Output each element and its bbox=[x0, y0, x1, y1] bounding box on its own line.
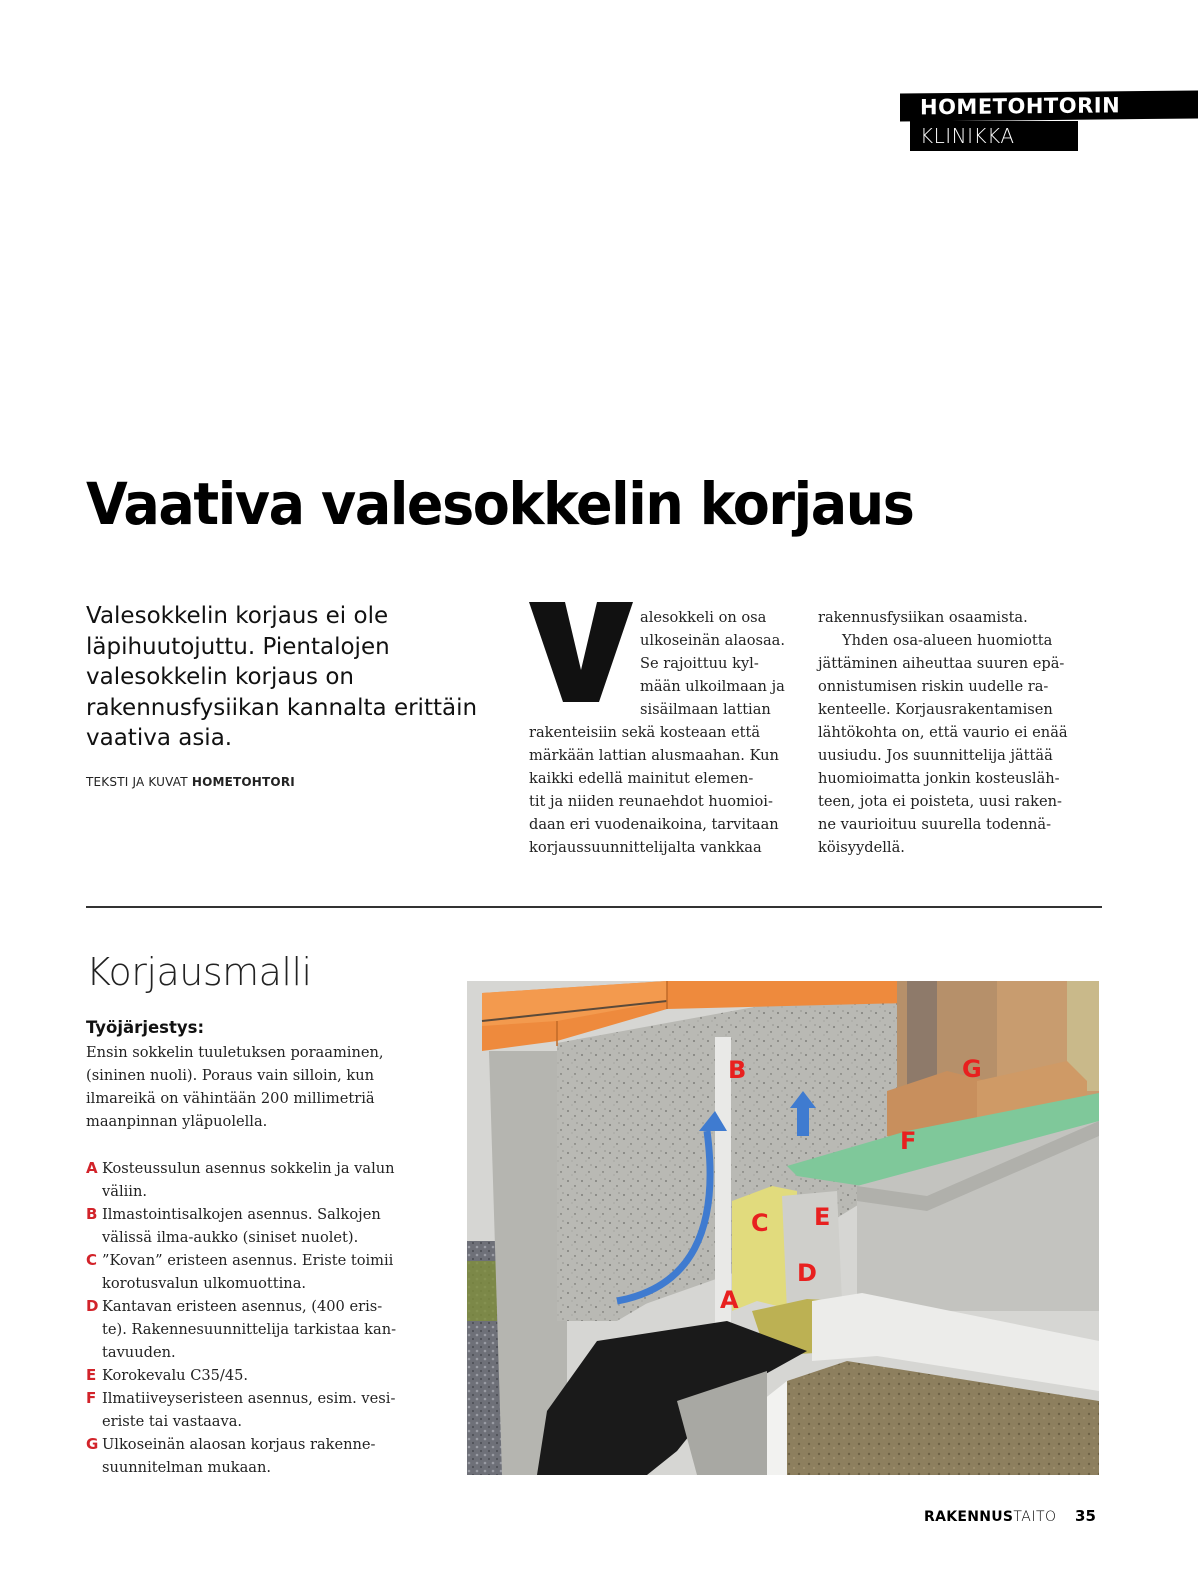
steps-intro bbox=[86, 1041, 426, 1133]
step-letter: A bbox=[86, 1159, 98, 1177]
magazine-name-bold: RAKENNUS bbox=[924, 1509, 1014, 1525]
foundation-illustration bbox=[467, 981, 1099, 1475]
article-lead: Valesokkelin korjaus ei ole läpihuutojuttu. Pientalojen valesokkelin korjaus on rakennusfysiikan kannalta erittäin vaativa asia. bbox=[86, 603, 478, 751]
body-line: ne vaurioituu suurella todennä- bbox=[818, 816, 1052, 833]
body-line: Se rajoittuu kyl- bbox=[640, 655, 759, 672]
body-column-1-top bbox=[640, 606, 800, 721]
byline-author: HOMETOHTORI bbox=[191, 775, 295, 789]
body-line: daan eri vuodenaikoina, tarvitaan bbox=[529, 816, 779, 833]
body-line: lähtökohta on, että vaurio ei enää bbox=[818, 724, 1068, 741]
step-item-a bbox=[86, 1157, 426, 1203]
step-text: Kantavan eristeen asennus, (400 eris- bbox=[102, 1298, 383, 1315]
page-number: 35 bbox=[1075, 1507, 1096, 1525]
body-line: ulkoseinän alaosaa. bbox=[640, 632, 786, 649]
byline-prefix: TEKSTI JA KUVAT bbox=[86, 775, 188, 789]
step-text: korotusvalun ulkomuottina. bbox=[102, 1275, 307, 1292]
figure-label-e: E bbox=[814, 1203, 831, 1231]
intro-line: maanpinnan yläpuolella. bbox=[86, 1113, 268, 1130]
figure-label-g: G bbox=[962, 1055, 982, 1083]
magazine-name-light: TAITO bbox=[1013, 1509, 1057, 1525]
steps-heading: Työjärjestys: bbox=[86, 1018, 205, 1037]
step-text: väliin. bbox=[102, 1183, 147, 1200]
body-line: rakenteisiin sekä kosteaan että bbox=[529, 724, 761, 741]
body-line: teen, jota ei poisteta, uusi raken- bbox=[818, 793, 1062, 810]
body-line: köisyydellä. bbox=[818, 839, 905, 856]
step-text: välissä ilma-aukko (siniset nuolet). bbox=[102, 1229, 359, 1246]
drop-cap bbox=[529, 598, 633, 706]
body-line: märkään lattian alusmaahan. Kun bbox=[529, 747, 779, 764]
section-title: Korjausmalli bbox=[86, 950, 312, 994]
step-text: te). Rakennesuunnittelija tarkistaa kan- bbox=[102, 1321, 397, 1338]
step-text: Ulkoseinän alaosan korjaus rakenne- bbox=[102, 1436, 376, 1453]
body-column-1 bbox=[529, 721, 799, 859]
body-line: alesokkeli on osa bbox=[640, 609, 767, 626]
page-footer bbox=[924, 1507, 1096, 1525]
figure-label-d: D bbox=[797, 1259, 817, 1287]
step-text: Korokevalu C35/45. bbox=[102, 1367, 249, 1384]
step-item-c bbox=[86, 1249, 426, 1295]
body-line: tit ja niiden reunaehdot huomioi- bbox=[529, 793, 773, 810]
body-line: korjaussuunnittelijalta vankkaa bbox=[529, 839, 762, 856]
intro-line: Ensin sokkelin tuuletuksen poraaminen, bbox=[86, 1044, 384, 1061]
step-item-e bbox=[86, 1364, 426, 1387]
section-badge-subtitle: KLINIKKA bbox=[910, 121, 1078, 151]
step-letter: C bbox=[86, 1251, 98, 1269]
step-letter: F bbox=[86, 1389, 97, 1407]
figure-label-a: A bbox=[720, 1286, 739, 1314]
figure-label-c: C bbox=[751, 1209, 769, 1237]
step-text: Ilmastointisalkojen asennus. Salkojen bbox=[102, 1206, 381, 1223]
body-line: kenteelle. Korjausrakentamisen bbox=[818, 701, 1053, 718]
body-line: rakennusfysiikan osaamista. bbox=[818, 609, 1028, 626]
step-text: Ilmatiiveyseristeen asennus, esim. vesi- bbox=[102, 1390, 396, 1407]
step-item-f bbox=[86, 1387, 426, 1433]
byline bbox=[86, 775, 295, 789]
body-column-2 bbox=[818, 606, 1100, 859]
step-text: eriste tai vastaava. bbox=[102, 1413, 243, 1430]
step-item-b bbox=[86, 1203, 426, 1249]
figure-label-b: B bbox=[728, 1056, 747, 1084]
step-letter: D bbox=[86, 1297, 99, 1315]
body-line: mään ulkoilmaan ja bbox=[640, 678, 785, 695]
step-text: ”Kovan” eristeen asennus. Eriste toimii bbox=[102, 1252, 394, 1269]
step-text: Kosteussulun asennus sokkelin ja valun bbox=[102, 1160, 395, 1177]
step-item-g bbox=[86, 1433, 426, 1479]
body-line: huomioimatta jonkin kosteusläh- bbox=[818, 770, 1060, 787]
repair-diagram bbox=[467, 981, 1099, 1475]
step-letter: B bbox=[86, 1205, 98, 1223]
step-letter: G bbox=[86, 1435, 99, 1453]
section-badge-title: HOMETOHTORIN bbox=[900, 90, 1198, 121]
step-item-d bbox=[86, 1295, 426, 1364]
step-text: tavuuden. bbox=[102, 1344, 176, 1361]
body-line: kaikki edellä mainitut elemen- bbox=[529, 770, 754, 787]
step-text: suunnitelman mukaan. bbox=[102, 1459, 272, 1476]
drop-cap-letter-v-icon bbox=[529, 598, 633, 706]
figure-label-f: F bbox=[900, 1127, 917, 1155]
body-line: uusiudu. Jos suunnittelija jättää bbox=[818, 747, 1053, 764]
intro-line: (sininen nuoli). Poraus vain silloin, kun bbox=[86, 1067, 375, 1084]
steps-list bbox=[86, 1157, 426, 1479]
intro-line: ilmareikä on vähintään 200 millimetriä bbox=[86, 1090, 375, 1107]
body-line: sisäilmaan lattian bbox=[640, 701, 771, 718]
body-line: Yhden osa-alueen huomiotta bbox=[842, 632, 1053, 649]
section-divider bbox=[86, 906, 1102, 908]
article-title: Vaativa valesokkelin korjaus bbox=[86, 470, 914, 538]
step-letter: E bbox=[86, 1366, 97, 1384]
body-line: jättäminen aiheuttaa suuren epä- bbox=[818, 655, 1065, 672]
body-line: onnistumisen riskin uudelle ra- bbox=[818, 678, 1049, 695]
